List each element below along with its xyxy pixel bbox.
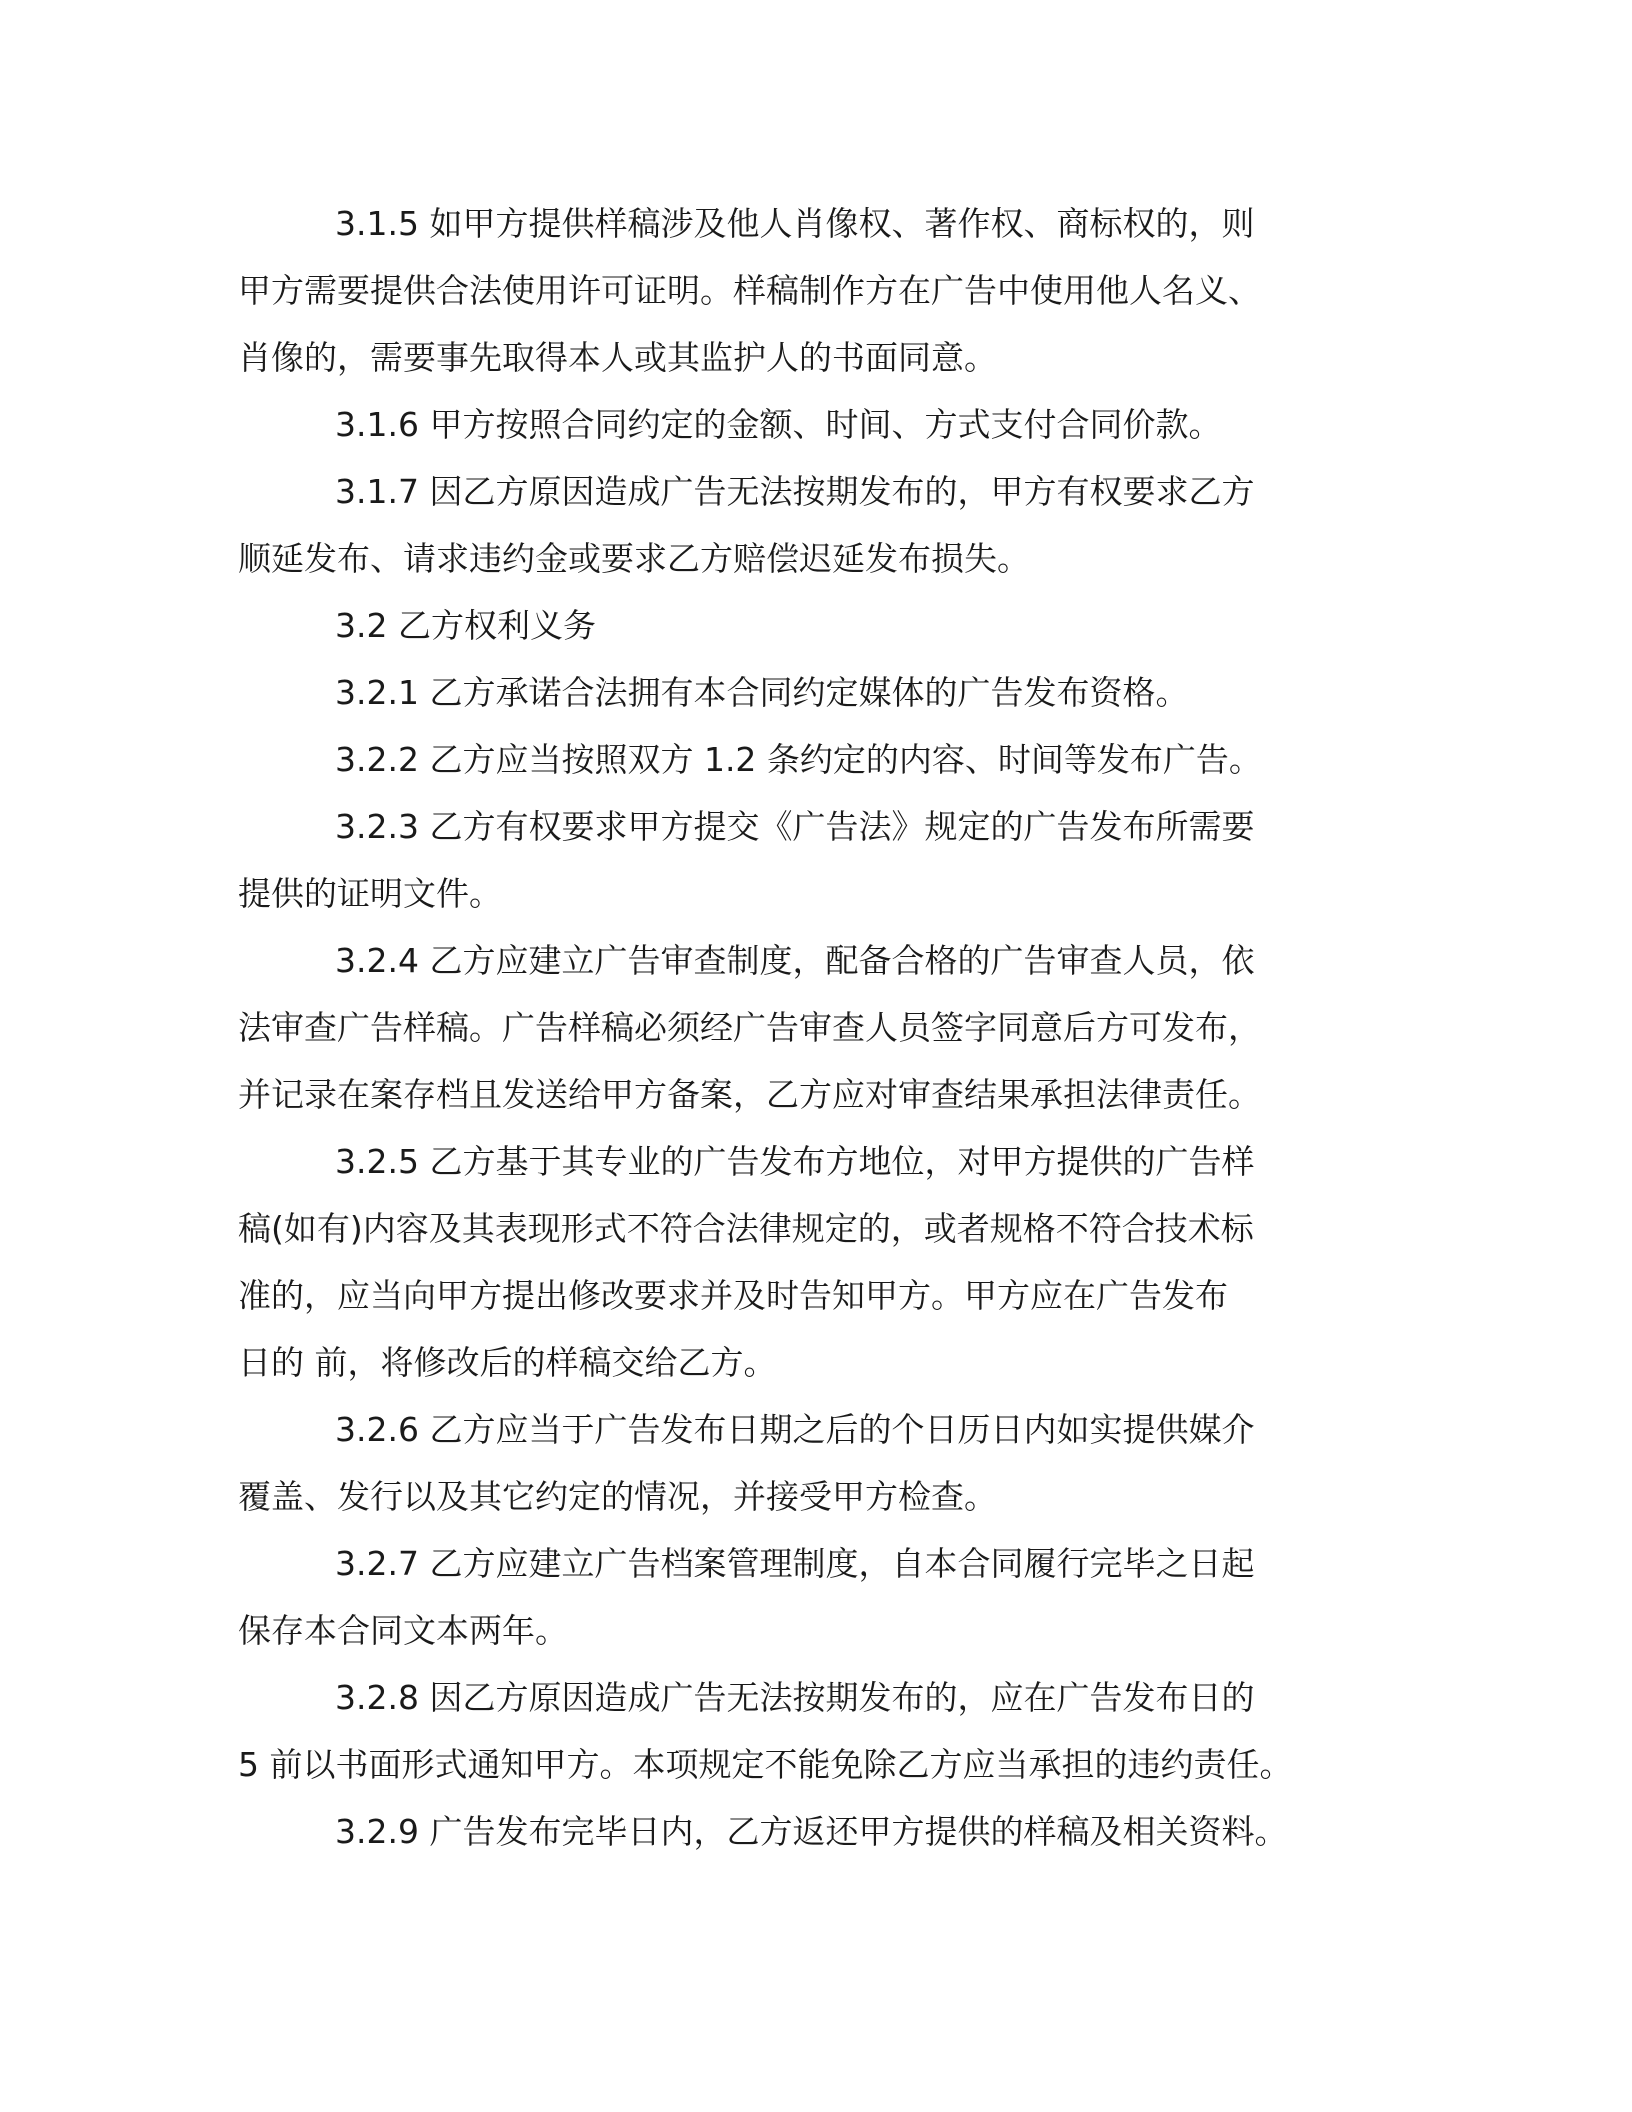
clause-3-2-6 bbox=[238, 1396, 1398, 1530]
clause-line: 3.2.6 乙方应当于广告发布日期之后的个日历日内如实提供媒介 bbox=[335, 1410, 1255, 1449]
clause-line: 肖像的，需要事先取得本人或其监护人的书面同意。 bbox=[238, 338, 997, 377]
clause-line: 3.2.9 广告发布完毕日内，乙方返还甲方提供的样稿及相关资料。 bbox=[335, 1812, 1288, 1851]
document-body bbox=[238, 190, 1398, 1865]
clause-3-1-5 bbox=[238, 190, 1398, 391]
clause-line: 3.1.5 如甲方提供样稿涉及他人肖像权、著作权、商标权的，则 bbox=[335, 204, 1255, 243]
clause-line: 日的 前，将修改后的样稿交给乙方。 bbox=[238, 1343, 777, 1382]
clause-line: 法审查广告样稿。广告样稿必须经广告审查人员签字同意后方可发布， bbox=[238, 1008, 1261, 1047]
clause-line: 准的，应当向甲方提出修改要求并及时告知甲方。甲方应在广告发布 bbox=[238, 1276, 1228, 1315]
clause-line: 3.2.7 乙方应建立广告档案管理制度，自本合同履行完毕之日起 bbox=[335, 1544, 1255, 1583]
clause-3-1-6 bbox=[238, 391, 1398, 458]
clause-line: 3.1.6 甲方按照合同约定的金额、时间、方式支付合同价款。 bbox=[335, 405, 1222, 444]
section-heading: 3.2 乙方权利义务 bbox=[335, 606, 596, 645]
clause-line: 3.2.2 乙方应当按照双方 1.2 条约定的内容、时间等发布广告。 bbox=[335, 740, 1262, 779]
clause-line: 3.2.3 乙方有权要求甲方提交《广告法》规定的广告发布所需要 bbox=[335, 807, 1255, 846]
clause-line: 3.2.8 因乙方原因造成广告无法按期发布的，应在广告发布日的 bbox=[335, 1678, 1255, 1717]
clause-line: 稿(如有)内容及其表现形式不符合法律规定的，或者规格不符合技术标 bbox=[238, 1209, 1254, 1248]
section-heading-3-2 bbox=[238, 592, 1398, 659]
clause-line: 甲方需要提供合法使用许可证明。样稿制作方在广告中使用他人名义、 bbox=[238, 271, 1261, 310]
clause-3-2-3 bbox=[238, 793, 1398, 927]
clause-3-2-2 bbox=[238, 726, 1398, 793]
clause-line: 提供的证明文件。 bbox=[238, 874, 502, 913]
clause-3-2-5 bbox=[238, 1128, 1398, 1396]
clause-line: 3.1.7 因乙方原因造成广告无法按期发布的，甲方有权要求乙方 bbox=[335, 472, 1255, 511]
clause-3-1-7 bbox=[238, 458, 1398, 592]
clause-3-2-9 bbox=[238, 1798, 1398, 1865]
clause-line: 3.2.1 乙方承诺合法拥有本合同约定媒体的广告发布资格。 bbox=[335, 673, 1189, 712]
clause-line: 覆盖、发行以及其它约定的情况，并接受甲方检查。 bbox=[238, 1477, 997, 1516]
clause-3-2-7 bbox=[238, 1530, 1398, 1664]
clause-3-2-8 bbox=[238, 1664, 1398, 1798]
clause-3-2-1 bbox=[238, 659, 1398, 726]
clause-line: 5 前以书面形式通知甲方。本项规定不能免除乙方应当承担的违约责任。 bbox=[238, 1745, 1293, 1784]
clause-line: 3.2.4 乙方应建立广告审查制度，配备合格的广告审查人员，依 bbox=[335, 941, 1255, 980]
clause-line: 3.2.5 乙方基于其专业的广告发布方地位，对甲方提供的广告样 bbox=[335, 1142, 1255, 1181]
clause-line: 顺延发布、请求违约金或要求乙方赔偿迟延发布损失。 bbox=[238, 539, 1030, 578]
clause-line: 保存本合同文本两年。 bbox=[238, 1611, 568, 1650]
clause-3-2-4 bbox=[238, 927, 1398, 1128]
clause-line: 并记录在案存档且发送给甲方备案，乙方应对审查结果承担法律责任。 bbox=[238, 1075, 1261, 1114]
